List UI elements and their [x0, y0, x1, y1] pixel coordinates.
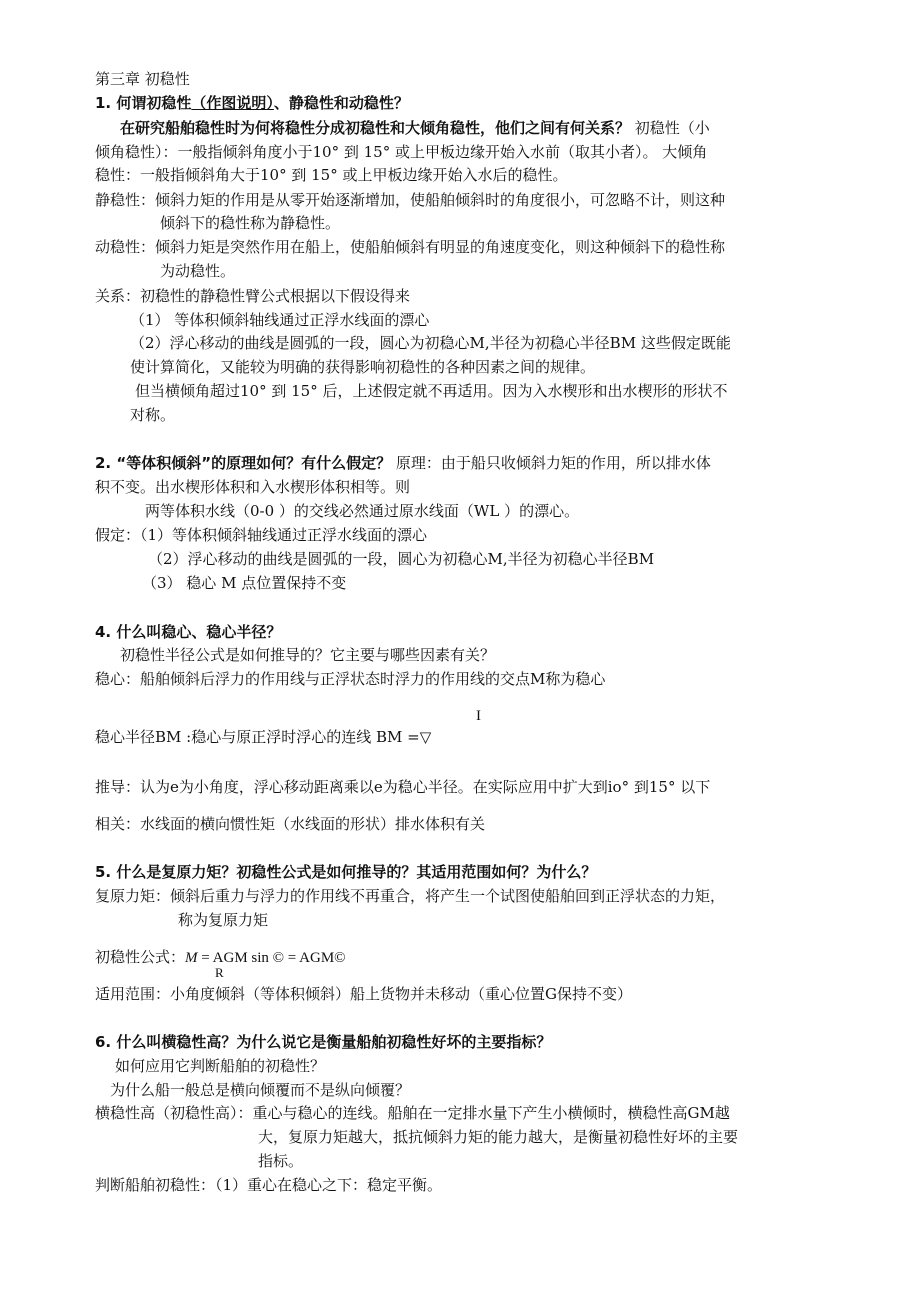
- q1-dynamic-def: 动稳性：倾斜力矩是突然作用在船上，使船舶倾斜有明显的角速度变化，则这种倾斜下的稳性称: [95, 238, 726, 256]
- q1-but: 但当横倾角超过10° 到 15° 后，上述假定就不再适用。因为入水楔形和出水楔形的形状不: [135, 382, 728, 400]
- q4-related-factors: 相关：水线面的横向惯性矩（水线面的形状）排水体积有关: [95, 815, 486, 833]
- q1-line-a: [120, 118, 710, 138]
- q6-gm-def-cont: 大，复原力矩越大，抵抗倾斜力矩的能力越大，是衡量初稳性好坏的主要: [258, 1128, 739, 1146]
- q4-formula-numerator: I: [476, 708, 481, 724]
- q1-line-a-tail: 初稳性（小: [634, 119, 710, 137]
- q1-line-c: 稳性：一般指倾斜角大于10° 到 15° 或上甲板边缘开始入水后的稳性。: [95, 166, 568, 184]
- q1-dynamic-def-cont: 为动稳性。: [160, 262, 236, 280]
- q2-line-c: 两等体积水线（0-0 ）的交线必然通过原水线面（WL ）的漂心。: [145, 502, 580, 520]
- q5-formula-label: 初稳性公式：: [95, 948, 186, 966]
- q1-static-def-cont: 倾斜下的稳性称为静稳性。: [160, 214, 341, 232]
- q5-formula-body: = AGM sin © = AGM©: [197, 950, 346, 966]
- q2-line-a: [95, 453, 711, 473]
- chapter-title: 第三章 初稳性: [95, 70, 190, 88]
- q5-formula-subscript: R: [215, 965, 224, 980]
- q1-subquestion: 在研究船舶稳性时为何将稳性分成初稳性和大倾角稳性，他们之间有何关系？: [120, 119, 631, 137]
- q1-but-cont: 对称。: [130, 406, 176, 424]
- q4-derivation: 推导：认为e为小角度，浮心移动距离乘以e为稳心半径。在实际应用中扩大到io° 到15° 以下: [95, 778, 711, 796]
- q2-line-a-tail: 原理：由于船只收倾斜力矩的作用，所以排水体: [395, 454, 711, 472]
- q4-subquestion: 初稳性半径公式是如何推导的？它主要与哪些因素有关？: [120, 646, 496, 664]
- q5-formula-m: M: [185, 950, 198, 966]
- q1-static-def: 静稳性：倾斜力矩的作用是从零开始逐渐增加，使船舶倾斜时的角度很小，可忽略不计，则这种: [95, 191, 726, 209]
- q1-heading-pre: 1. 何谓初稳性: [95, 94, 192, 112]
- q1-heading-underlined: （作图说明）: [191, 94, 274, 112]
- q6-gm-def-end: 指标。: [258, 1152, 304, 1170]
- q5-restoring-def-cont: 称为复原力矩: [178, 911, 269, 929]
- q6-gm-def: 横稳性高（初稳性高）：重心与稳心的连线。船舶在一定排水量下产生小横倾时，横稳性高GM越: [95, 1104, 730, 1122]
- q1-line-b: 倾角稳性）：一般指倾斜角度小于10° 到 15° 或上甲板边缘开始入水前（取其小者）。 大倾角: [95, 143, 708, 161]
- q2-heading: 2. “等体积倾斜”的原理如何？有什么假定？: [95, 454, 392, 472]
- q1-assumption-2: （2）浮心移动的曲线是圆弧的一段，圆心为初稳心M,半径为初稳心半径BM 这些假定既能: [130, 334, 731, 352]
- q2-assumption-3: （3） 稳心 M 点位置保持不变: [142, 574, 347, 592]
- q6-subquestion-1: 如何应用它判断船舶的初稳性？: [115, 1057, 326, 1075]
- q1-heading: [95, 93, 409, 113]
- q1-heading-post: 、静稳性和动稳性？: [273, 94, 409, 112]
- q1-assumption-2-cont: 使计算简化，又能较为明确的获得影响初稳性的各种因素之间的规律。: [130, 358, 596, 376]
- q6-judge: 判断船舶初稳性：（1）重心在稳心之下：稳定平衡。: [95, 1176, 443, 1194]
- q4-heading: 4. 什么叫稳心、稳心半径？: [95, 623, 282, 641]
- q6-heading: 6. 什么叫横稳性高？为什么说它是衡量船舶初稳性好坏的主要指标？: [95, 1033, 552, 1051]
- q2-line-b: 积不变。出水楔形体积和入水楔形体积相等。则: [95, 478, 411, 496]
- q5-restoring-def: 复原力矩：倾斜后重力与浮力的作用线不再重合，将产生一个试图使船舶回到正浮状态的力矩，: [95, 887, 726, 905]
- q5-heading: 5. 什么是复原力矩？初稳性公式是如何推导的？其适用范围如何？为什么？: [95, 863, 597, 881]
- q1-relation: 关系：初稳性的静稳性臂公式根据以下假设得来: [95, 287, 411, 305]
- q4-metacenter-def: 稳心：船舶倾斜后浮力的作用线与正浮状态时浮力的作用线的交点M称为稳心: [95, 670, 606, 688]
- q2-assumption-1: 假定：（1）等体积倾斜轴线通过正浮水线面的漂心: [95, 526, 428, 544]
- q1-assumption-1: （1） 等体积倾斜轴线通过正浮水线面的漂心: [130, 311, 430, 329]
- q5-scope: 适用范围：小角度倾斜（等体积倾斜）船上货物并未移动（重心位置G保持不变）: [95, 985, 632, 1003]
- q2-assumption-2: （2）浮心移动的曲线是圆弧的一段，圆心为初稳心M,半径为初稳心半径BM: [148, 550, 655, 568]
- q4-radius-def: 稳心半径BM :稳心与原正浮时浮心的连线 BM =▽: [95, 728, 432, 746]
- q6-subquestion-2: 为什么船一般总是横向倾覆而不是纵向倾覆？: [110, 1081, 411, 1099]
